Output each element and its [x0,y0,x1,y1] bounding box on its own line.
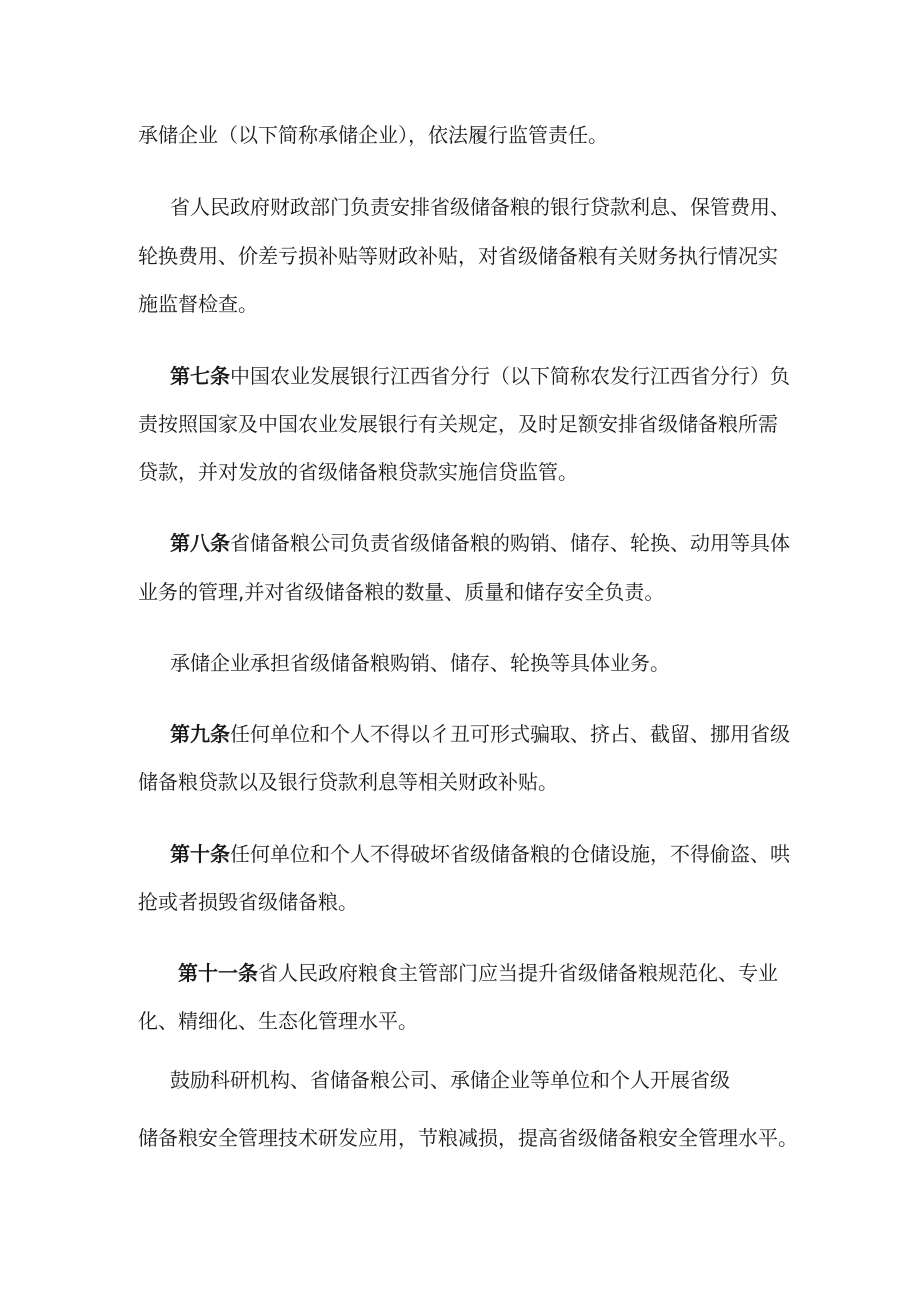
article-text: 任何单位和个人不得以彳丑可形式骗取、挤占、截留、挪用省级 [230,722,790,746]
paragraph-line: 化、精细化、生态化管理水平。 [138,1009,418,1033]
article-title: 第十一条 [178,961,258,985]
paragraph-line: 承储企业（以下简称承储企业），依法履行监管责任。 [138,123,608,147]
paragraph-line: 省人民政府财政部门负责安排省级储备粮的银行贷款利息、保管费用、 [170,195,790,219]
article-11 [178,961,778,985]
paragraph-line: 储备粮贷款以及银行贷款利息等相关财政补贴。 [138,770,558,794]
article-title: 第八条 [170,531,230,555]
article-text: 省储备粮公司负责省级储备粮的购销、储存、轮换、动用等具体 [230,531,790,555]
article-title: 第九条 [170,722,230,746]
paragraph-line: 贷款，并对发放的省级储备粮贷款实施信贷监管。 [138,460,578,484]
paragraph-line: 鼓励科研机构、省储备粮公司、承储企业等单位和个人开展省级 [170,1068,730,1092]
paragraph-line: 责按照国家及中国农业发展银行有关规定，及时足额安排省级储备粮所需 [138,412,778,436]
article-text: 省人民政府粮食主管部门应当提升省级储备粮规范化、专业 [258,961,778,985]
article-title: 第十条 [170,842,230,866]
paragraph-line: 轮换费用、价差亏损补贴等财政补贴，对省级储备粮有关财务执行情况实 [138,244,778,268]
article-10 [170,842,790,866]
paragraph-line: 抢或者损毁省级储备粮。 [138,890,358,914]
article-text: 中国农业发展银行江西省分行（以下简称农发行江西省分行）负 [230,364,790,388]
article-9 [170,722,790,746]
article-text: 任何单位和个人不得破坏省级储备粮的仓储设施，不得偷盗、哄 [230,842,790,866]
article-title: 第七条 [170,364,230,388]
paragraph-line: 储备粮安全管理技术研发应用，节粮减损，提高省级储备粮安全管理水平。 [138,1126,798,1150]
article-8 [170,531,790,555]
paragraph-line: 承储企业承担省级储备粮购销、储存、轮换等具体业务。 [170,651,670,675]
article-7 [170,364,790,388]
paragraph-line: 施监督检查。 [138,292,258,316]
paragraph-line: 业务的管理,并对省级储备粮的数量、质量和储存安全负责。 [138,580,665,604]
